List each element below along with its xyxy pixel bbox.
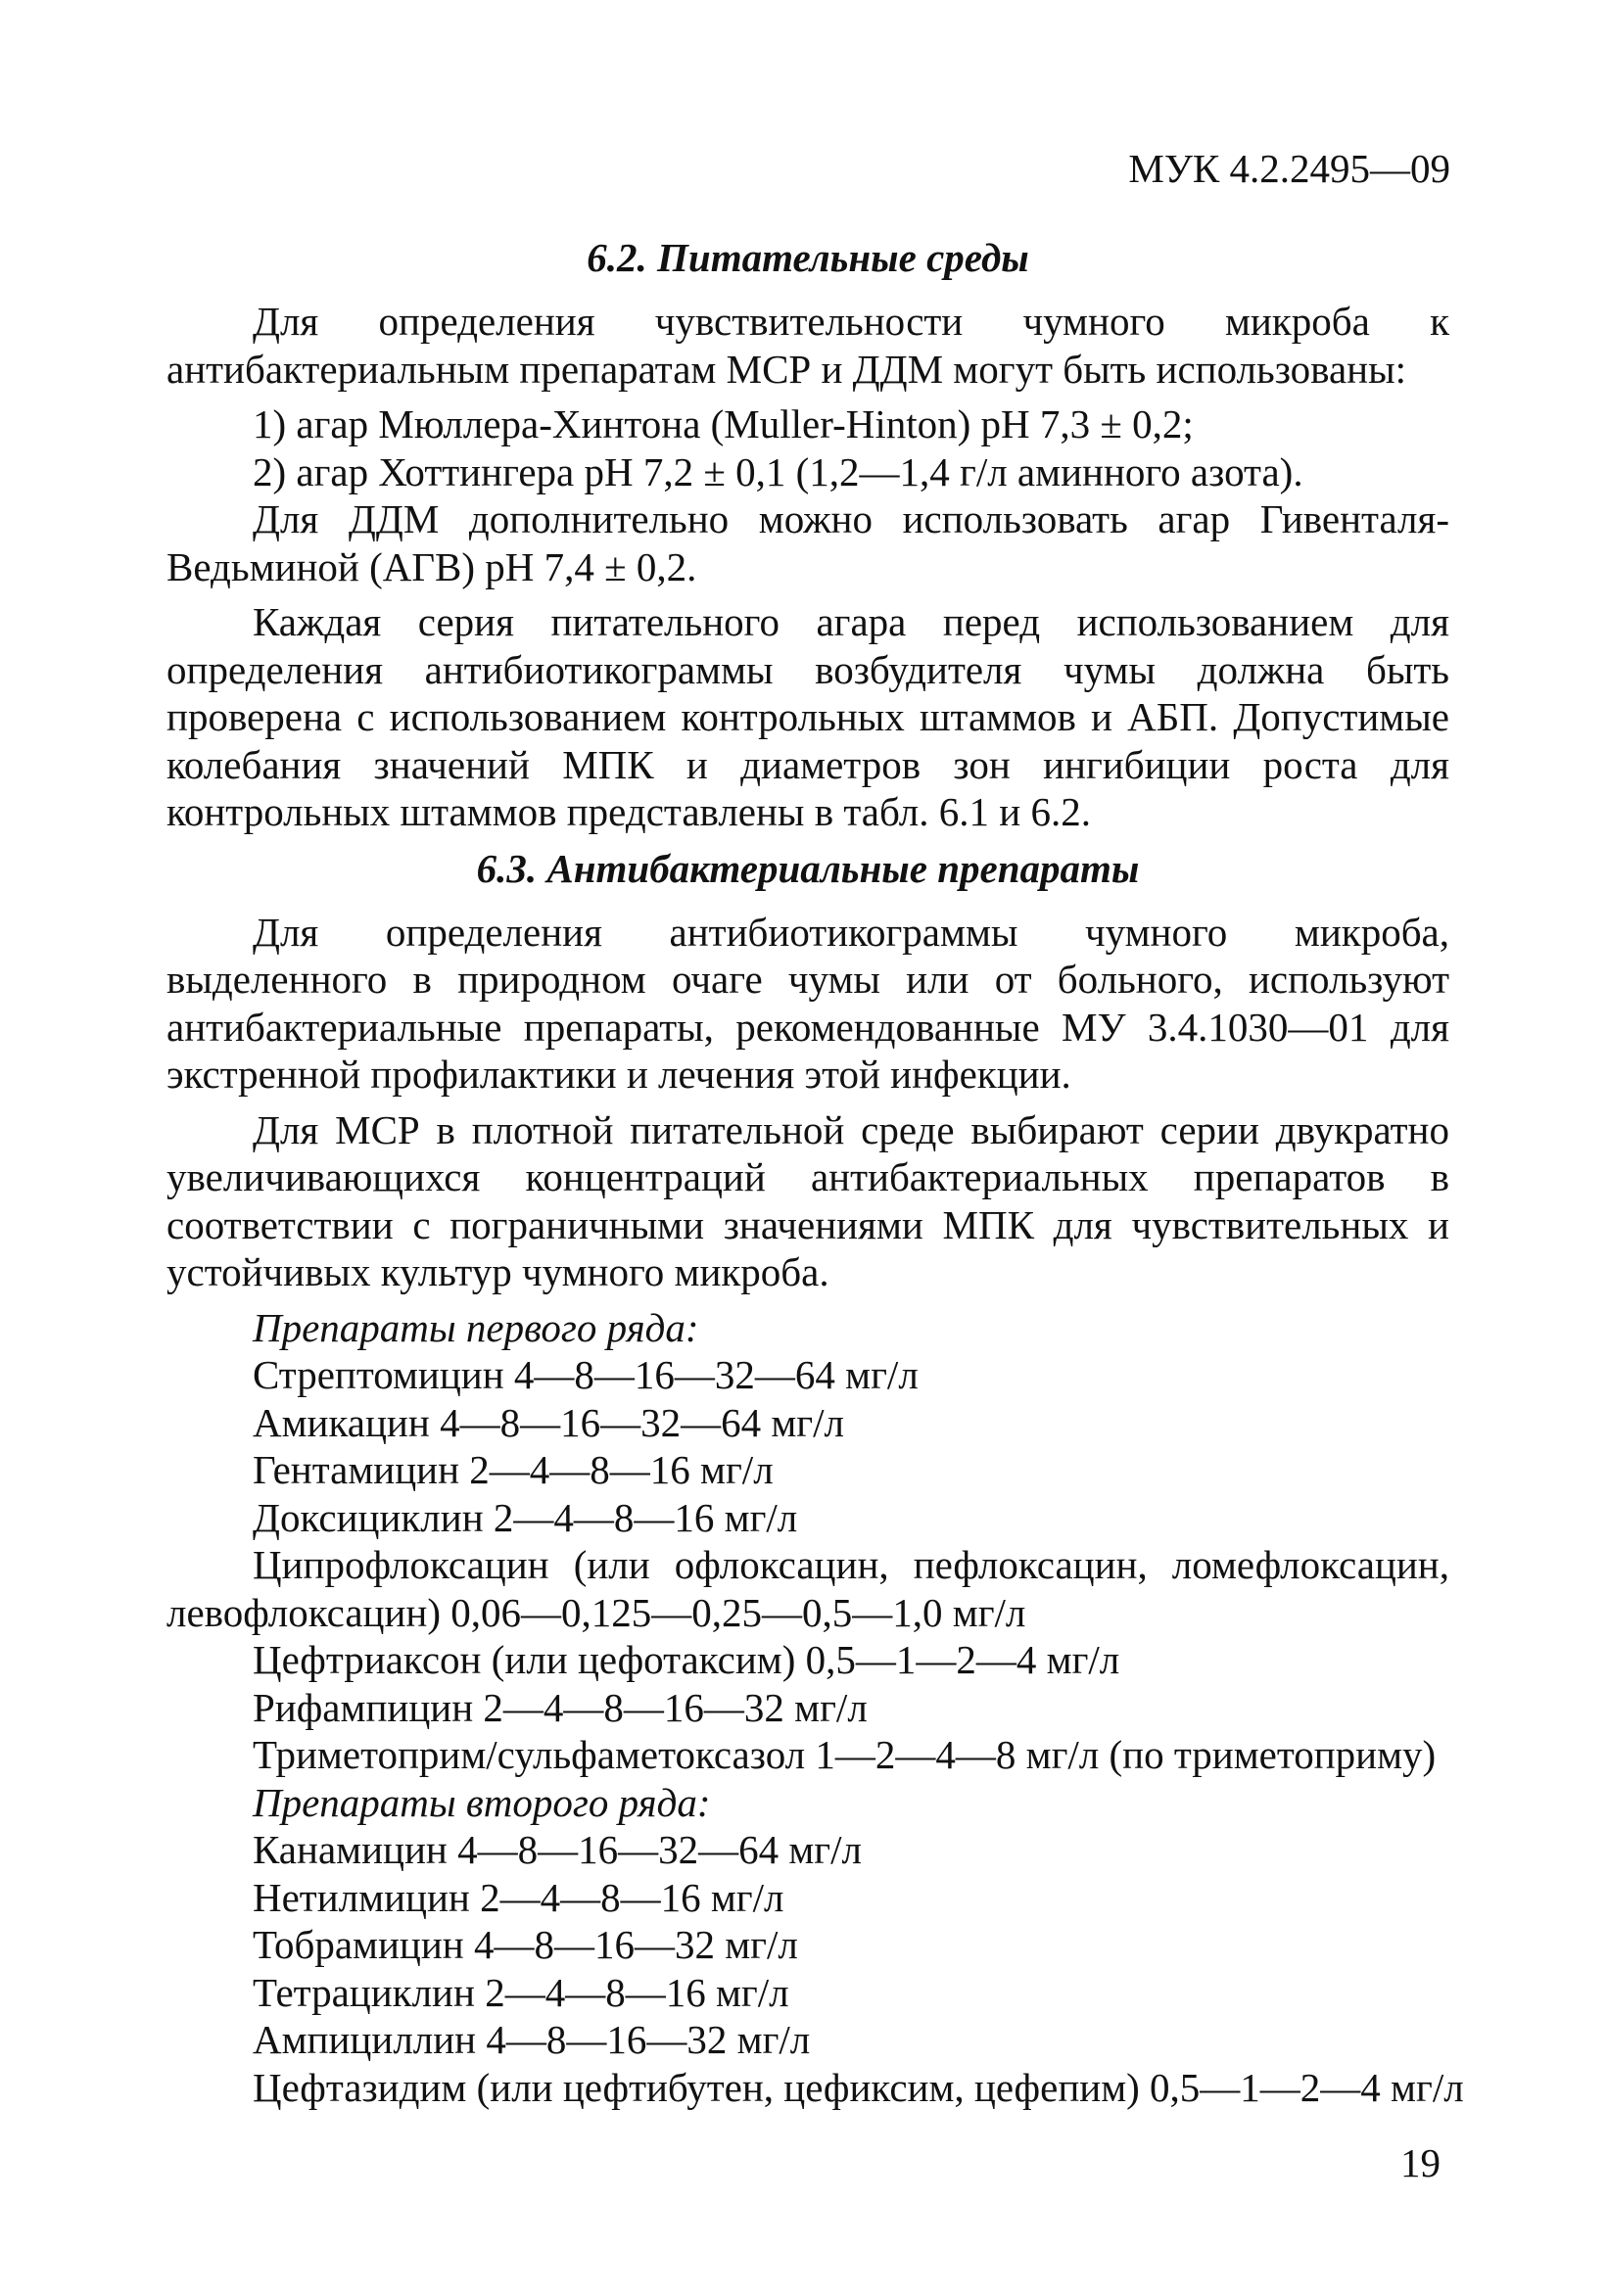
drug-line-item: Амикацин 4—8—16—32—64 мг/л	[253, 1399, 844, 1445]
list-item-media-1: 1) агар Мюллера-Хинтона (Muller-Hinton) pH 7,3 ± 0,2;	[253, 401, 1194, 446]
document-code: МУК 4.2.2495—09	[1128, 146, 1450, 191]
section-heading-6-3: 6.3. Антибактериальные препараты	[476, 845, 1140, 891]
drug-line-item: Рифампицин 2—4—8—16—32 мг/л	[253, 1684, 868, 1730]
paragraph-ddm-note: Для ДДМ дополнительно можно использовать агар Гивенталя-Ведьминой (АГВ) pH 7,4 ± 0,2.	[166, 496, 1449, 589]
page-body	[166, 233, 1464, 2111]
drug-line-item: Доксициклин 2—4—8—16 мг/л	[253, 1494, 798, 1540]
section-heading-6-2: 6.2. Питательные среды	[587, 235, 1029, 280]
drug-line-item-ciprofloxacin: Ципрофлоксацин (или офлоксацин, пефлоксацин, ломефлоксацин, левофлоксацин) 0,06—0,125—0,25—0,5—1,0 мг/л	[166, 1542, 1449, 1635]
first-line-drugs-title: Препараты первого ряда:	[253, 1304, 699, 1350]
second-line-drugs-title: Препараты второго ряда:	[253, 1779, 711, 1825]
drug-line-item: Канамицин 4—8—16—32—64 мг/л	[253, 1827, 862, 1872]
drug-line-item: Тетрациклин 2—4—8—16 мг/л	[253, 1969, 789, 2015]
drug-line-item: Стрептомицин 4—8—16—32—64 мг/л	[253, 1352, 919, 1397]
page-number: 19	[1400, 2140, 1441, 2185]
drug-line-item: Тобрамицин 4—8—16—32 мг/л	[253, 1922, 798, 1967]
drug-line-item: Триметоприм/сульфаметоксазол 1—2—4—8 мг/л (по триметоприму)	[253, 1732, 1437, 1777]
list-item-media-2: 2) агар Хоттингера pH 7,2 ± 0,1 (1,2—1,4 г/л аминного азота).	[253, 448, 1303, 494]
drug-line-item: Нетилмицин 2—4—8—16 мг/л	[253, 1874, 784, 1920]
drug-line-item: Цефтриаксон (или цефотаксим) 0,5—1—2—4 мг/л	[253, 1637, 1120, 1682]
paragraph-msr-note: Для МСР в плотной питательной среде выбирают серии двукратно увеличивающихся концентраций антибактериальных препаратов в соответствии с пограничными значениями МПК для чувствительных и устойчивых культур чумного микроба.	[166, 1106, 1449, 1294]
paragraph-intro-media: Для определения чувствительности чумного микроба к антибактериальным препаратам МСР и ДДМ могут быть использованы:	[166, 299, 1449, 392]
drug-line-item: Цефтазидим (или цефтибутен, цефиксим, цефепим) 0,5—1—2—4 мг/л	[253, 2064, 1464, 2110]
drug-line-item: Гентамицин 2—4—8—16 мг/л	[253, 1447, 774, 1492]
paragraph-intro-drugs: Для определения антибиотикограммы чумного микроба, выделенного в природном очаге чумы или от больного, используют антибактериальные препараты, рекомендованные МУ 3.4.1030—01 для экстренной профилактики и лечения этой инфекции.	[166, 909, 1449, 1097]
paragraph-control-strains: Каждая серия питательного агара перед использованием для определения антибиотикограммы возбудителя чумы должна быть проверена с использованием контрольных штаммов и АБП. Допустимые колебания значений МПК и диаметров зон ингибиции роста для контрольных штаммов представлены в табл. 6.1 и 6.2.	[166, 599, 1449, 834]
drug-line-item: Ампициллин 4—8—16—32 мг/л	[253, 2017, 811, 2062]
